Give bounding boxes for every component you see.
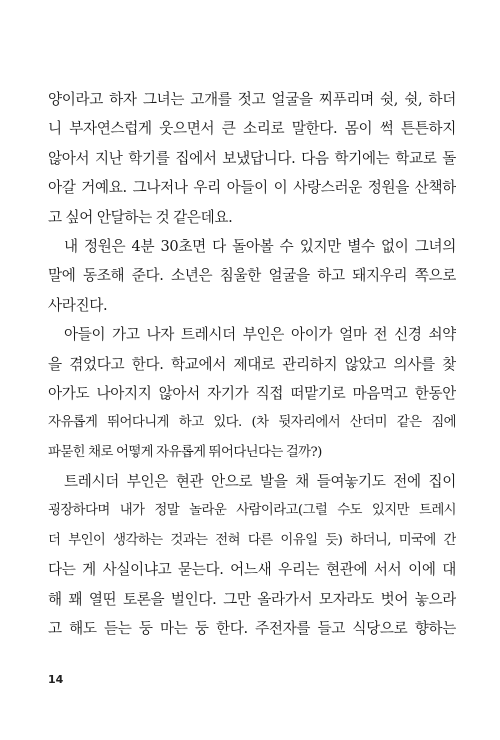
text-line: 고 싶어 안달하는 것 같은데요. xyxy=(48,208,233,226)
text-line: 고 해도 듣는 둥 마는 둥 한다. 주전자를 들고 식당으로 향하는 xyxy=(48,620,456,638)
text-line: 내 정원은 4분 30초면 다 돌아볼 수 있지만 별수 없이 그녀의 xyxy=(64,237,456,255)
body-text xyxy=(48,85,456,643)
text-line: 트레시더 부인은 현관 안으로 발을 채 들여놓기도 전에 집이 xyxy=(64,473,456,491)
text-line: 니 부자연스럽게 웃으면서 큰 소리로 말한다. 몸이 썩 튼튼하지 xyxy=(48,120,456,138)
text-line: 않아서 지난 학기를 집에서 보냈답니다. 다음 학기에는 학교로 돌 xyxy=(48,149,456,167)
text-line: 더 부인이 생각하는 것과는 전혀 다른 이유일 듯) 하더니, 미국에 간 xyxy=(48,532,456,548)
text-line: 아들이 가고 나자 트레시더 부인은 아이가 얼마 전 신경 쇠약 xyxy=(64,326,456,344)
text-line: 다는 게 사실이냐고 묻는다. 어느새 우리는 현관에 서서 이에 대 xyxy=(48,561,456,579)
text-line: 사라진다. xyxy=(48,296,108,314)
text-line: 해 꽤 열띤 토론을 벌인다. 그만 올라가서 모자라도 벗어 놓으라 xyxy=(48,590,456,608)
paragraph-2 xyxy=(48,232,456,320)
text-line: 자유롭게 뛰어다니게 하고 있다. (차 뒷자리에서 산더미 같은 짐에 xyxy=(48,415,456,431)
paragraph-3 xyxy=(48,320,456,467)
text-line: 을 겪었다고 한다. 학교에서 제대로 관리하지 않았고 의사를 찾 xyxy=(48,355,456,373)
text-line: 말에 동조해 준다. 소년은 침울한 얼굴을 하고 돼지우리 쪽으로 xyxy=(48,267,456,285)
paragraph-1 xyxy=(48,85,456,232)
text-line: 아갈 거예요. 그나저나 우리 아들이 이 사랑스러운 정원을 산책하 xyxy=(48,179,456,197)
text-line: 아가도 나아지지 않아서 자기가 직접 떠맡기로 마음먹고 한동안 xyxy=(48,384,456,402)
text-line: 양이라고 하자 그녀는 고개를 젓고 얼굴을 찌푸리며 쉿, 쉿, 하더 xyxy=(48,91,456,108)
paragraph-4 xyxy=(48,467,456,643)
text-line: 굉장하다며 내가 정말 놀라운 사람이라고(그럴 수도 있지만 트레시 xyxy=(48,503,456,519)
text-line: 파묻힌 채로 어떻게 자유롭게 뛰어다닌다는 걸까?) xyxy=(48,444,322,460)
page-number: 14 xyxy=(48,673,64,686)
